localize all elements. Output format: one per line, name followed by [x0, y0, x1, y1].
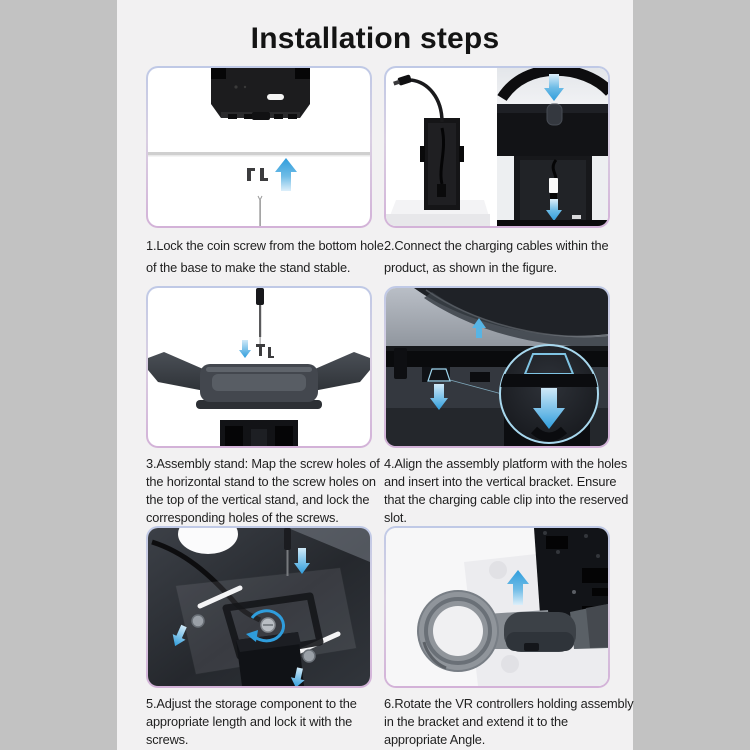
up-arrow-icon [275, 158, 297, 191]
screwdriver-icon [256, 288, 264, 347]
screwdriver-icon [258, 196, 262, 226]
step-4 [384, 286, 636, 528]
step-3-panel [146, 286, 372, 448]
step-6-caption: 6.Rotate the VR controllers holding assembly in the bracket and extend it to the appropriate Angle. [384, 696, 634, 748]
step-1-panel [146, 66, 372, 228]
screw-right [303, 650, 315, 662]
right-view-cable-closeup [497, 68, 608, 226]
step-3-caption: 3.Assembly stand: Map the screw holes of the horizontal stand to the screw holes on the top of the vertical stand, and lock the corresponding holes of the screws. [146, 456, 380, 526]
step-4-illustration [386, 288, 608, 446]
down-arrow-icon [239, 340, 251, 358]
step-6 [384, 526, 636, 749]
side-tab [394, 348, 407, 379]
step-3-illustration [148, 288, 370, 446]
stand-base-bottom [211, 68, 310, 120]
page-title: Installation steps [250, 22, 500, 56]
step-1-caption: 1.Lock the coin screw from the bottom hole of the base to make the stand stable. [146, 238, 384, 276]
step-5-panel [146, 526, 372, 688]
step-4-panel [384, 286, 610, 448]
step-4-caption: 4.Align the assembly platform with the holes and insert into the vertical bracket. Ensure that the charging cable clip into the reserved slot. [384, 456, 629, 526]
step-2 [384, 66, 636, 280]
step-5 [146, 526, 398, 749]
step-6-illustration [386, 528, 608, 686]
magnifier-callout [500, 345, 598, 443]
step-3 [146, 286, 398, 528]
left-view-stand-with-cable [386, 74, 492, 226]
screw-left [192, 615, 204, 627]
step-1 [146, 66, 398, 280]
step-5-caption: 5.Adjust the storage component to the appropriate length and lock it with the screws. [146, 696, 357, 748]
step-2-caption: 2.Connect the charging cables within the product, as shown in the figure. [384, 238, 609, 276]
screw-icon [256, 344, 274, 358]
step-1-illustration [148, 68, 370, 226]
horizontal-stand [148, 352, 370, 409]
base-plate-edge [148, 152, 370, 157]
step-2-illustration [386, 68, 608, 226]
coin-screw-icon [247, 168, 268, 181]
step-5-illustration [148, 528, 370, 686]
center-screw [261, 618, 275, 632]
step-6-panel [384, 526, 610, 688]
vertical-stand-top [220, 420, 298, 446]
view-divider [490, 68, 497, 226]
step-2-panel [384, 66, 610, 228]
